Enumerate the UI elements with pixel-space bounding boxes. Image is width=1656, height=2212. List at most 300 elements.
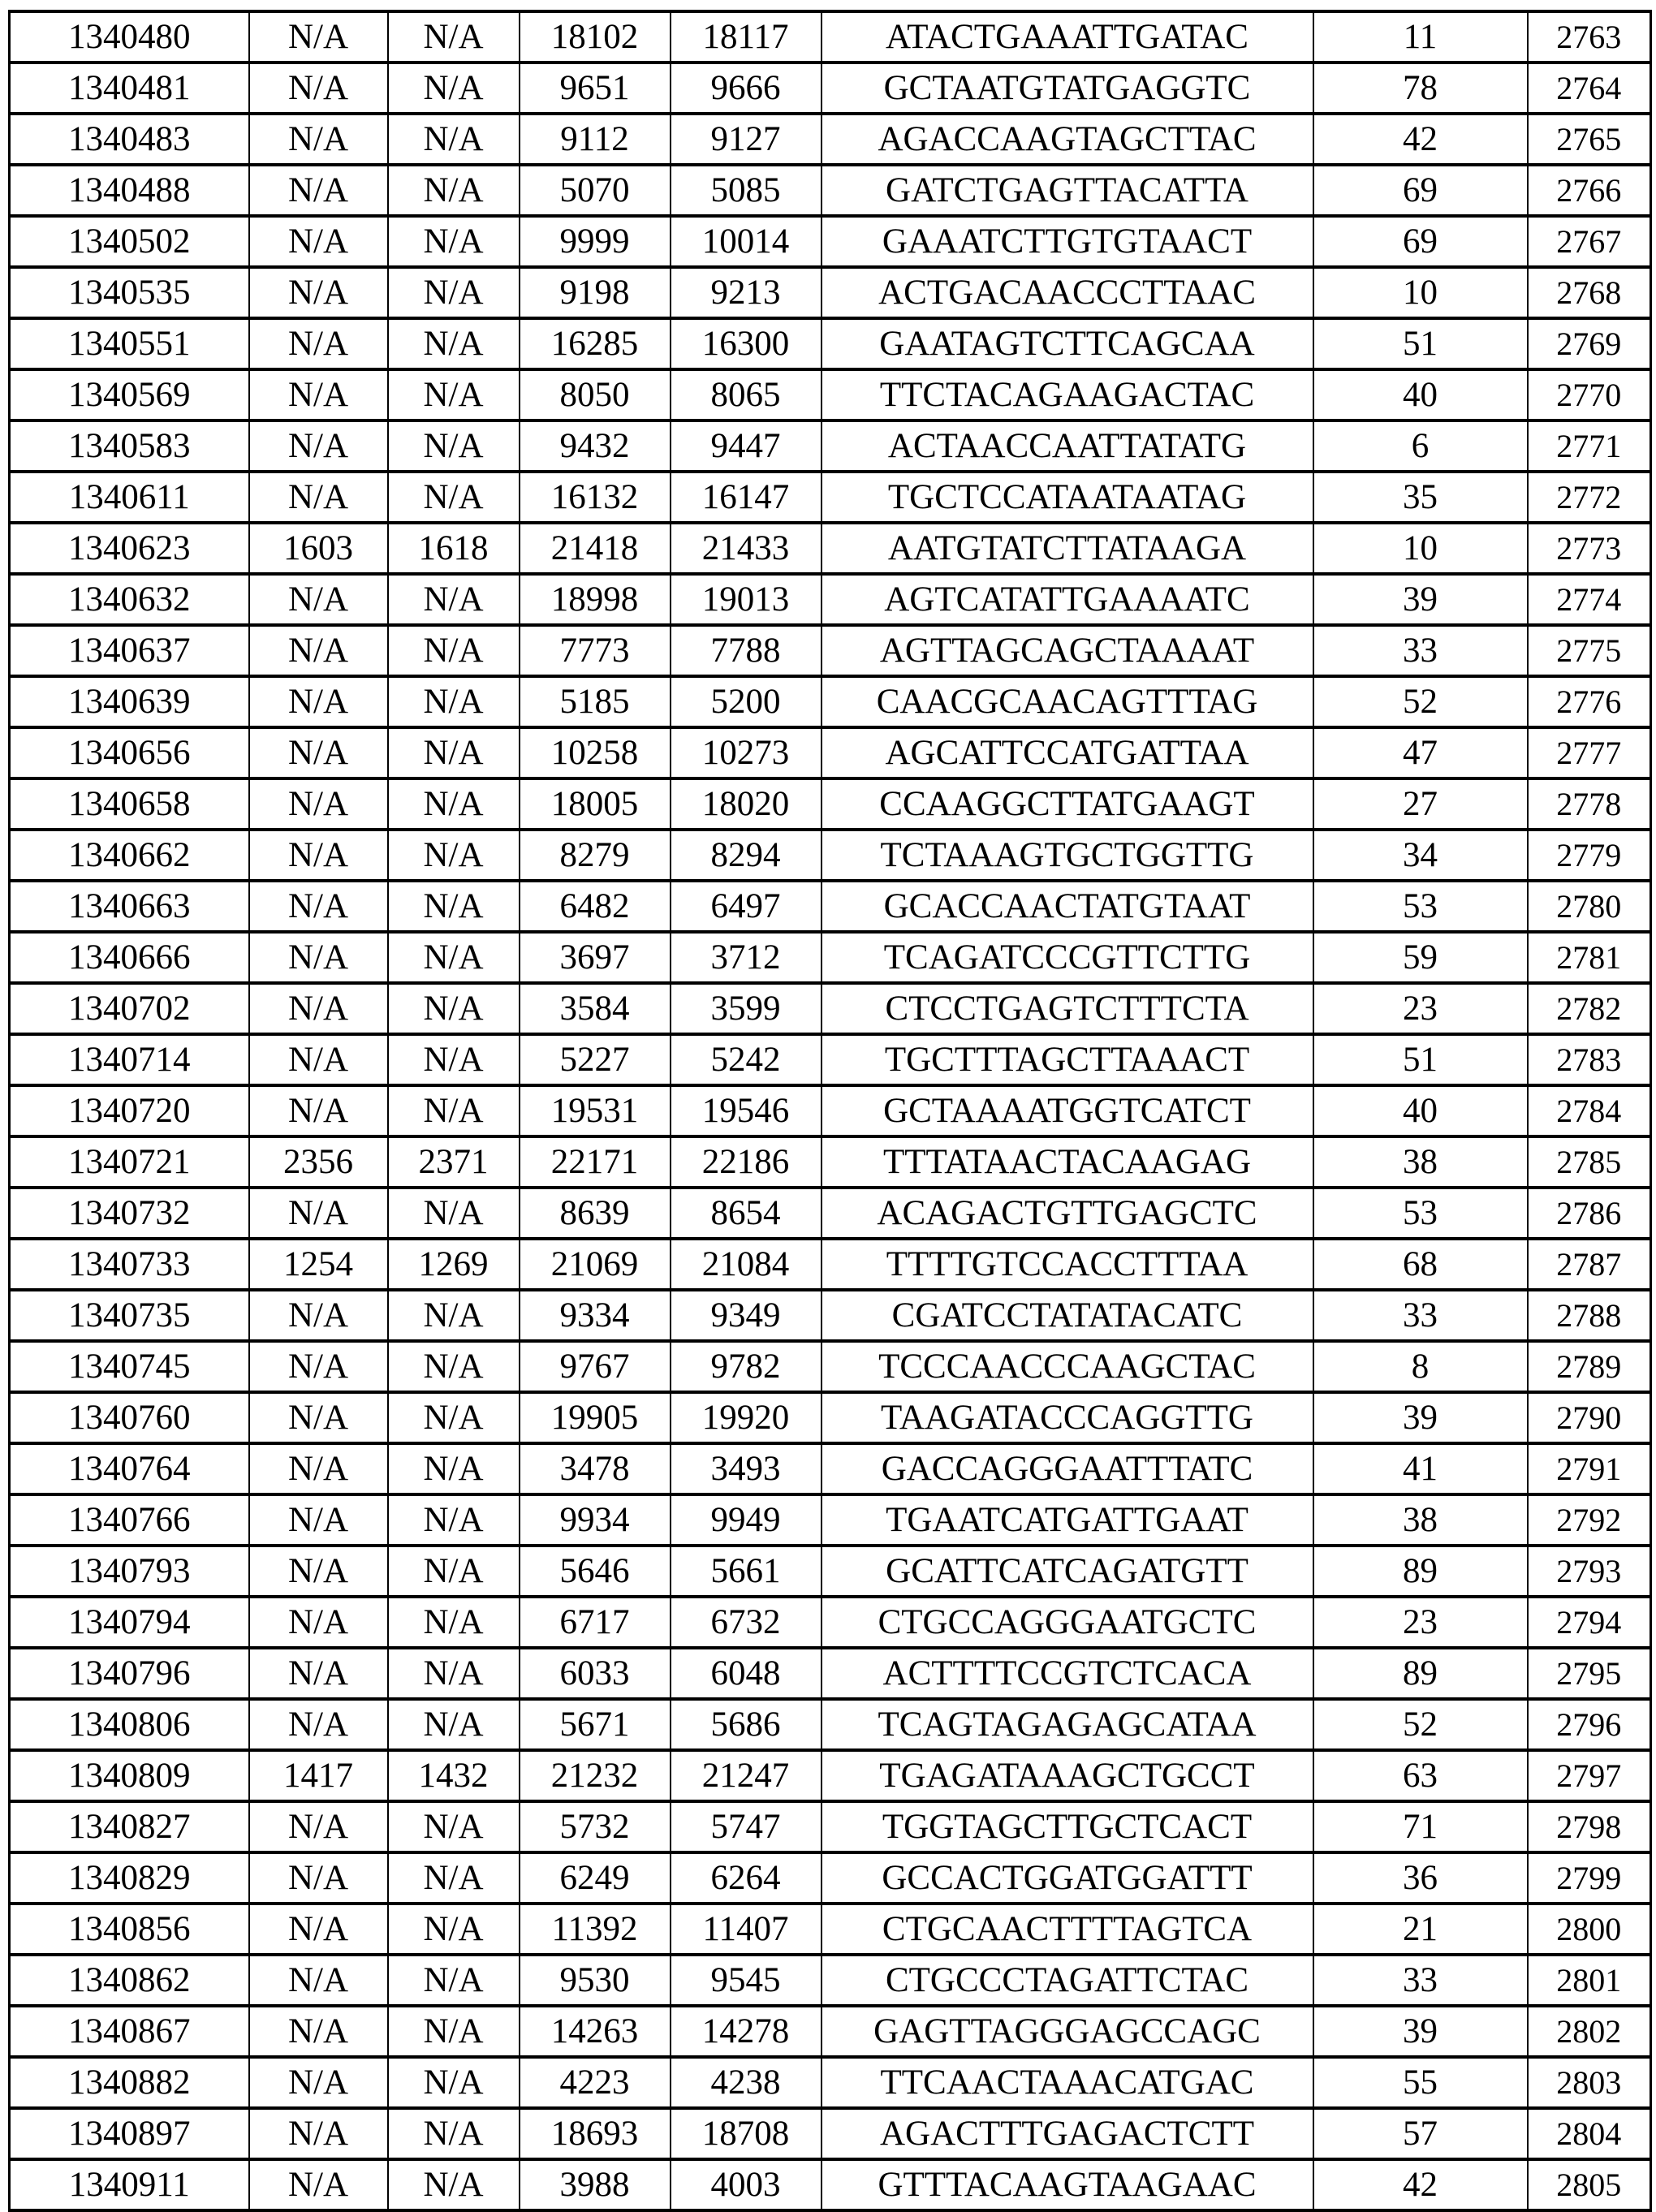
sequence-cell: CTGCAACTTTTAGTCA bbox=[822, 1904, 1313, 1955]
sequence-cell: GCTAAAATGGTCATCT bbox=[822, 1085, 1313, 1136]
start-site-1-cell: N/A bbox=[249, 830, 388, 881]
stop-site-2-cell: 4238 bbox=[671, 2057, 822, 2108]
stop-site-2-cell: 4003 bbox=[671, 2159, 822, 2210]
compound-id-cell: 1340488 bbox=[10, 165, 249, 216]
stop-site-2-cell: 5661 bbox=[671, 1546, 822, 1597]
start-site-1-cell: N/A bbox=[249, 1443, 388, 1494]
start-site-1-cell: N/A bbox=[249, 1494, 388, 1546]
stop-site-1-cell: 1432 bbox=[388, 1750, 520, 1801]
start-site-1-cell: N/A bbox=[249, 1648, 388, 1699]
sequence-cell: ACTGACAACCCTTAAC bbox=[822, 267, 1313, 318]
compound-id-cell: 1340882 bbox=[10, 2057, 249, 2108]
start-site-1-cell: N/A bbox=[249, 114, 388, 165]
sequence-cell: ATACTGAAATTGATAC bbox=[822, 11, 1313, 63]
sequence-cell: GCCACTGGATGGATTT bbox=[822, 1852, 1313, 1904]
stop-site-1-cell: N/A bbox=[388, 1034, 520, 1085]
value-cell: 53 bbox=[1313, 881, 1528, 932]
sequence-cell: TGAGATAAAGCTGCCT bbox=[822, 1750, 1313, 1801]
compound-id-cell: 1340793 bbox=[10, 1546, 249, 1597]
compound-id-cell: 1340897 bbox=[10, 2108, 249, 2159]
start-site-2-cell: 3988 bbox=[520, 2159, 671, 2210]
value-cell: 23 bbox=[1313, 983, 1528, 1034]
compound-id-cell: 1340551 bbox=[10, 318, 249, 369]
table-row bbox=[10, 625, 1651, 676]
seq-id-cell: 2771 bbox=[1528, 420, 1651, 472]
sequence-cell: CAACGCAACAGTTTAG bbox=[822, 676, 1313, 727]
seq-id-cell: 2801 bbox=[1528, 1955, 1651, 2006]
compound-id-cell: 1340720 bbox=[10, 1085, 249, 1136]
seq-id-cell: 2770 bbox=[1528, 369, 1651, 420]
start-site-2-cell: 9934 bbox=[520, 1494, 671, 1546]
seq-id-cell: 2766 bbox=[1528, 165, 1651, 216]
stop-site-1-cell: N/A bbox=[388, 2006, 520, 2057]
sequence-cell: GACCAGGGAATTTATC bbox=[822, 1443, 1313, 1494]
value-cell: 35 bbox=[1313, 472, 1528, 523]
sequence-cell: GCTAATGTATGAGGTC bbox=[822, 63, 1313, 114]
start-site-2-cell: 3584 bbox=[520, 983, 671, 1034]
seq-id-cell: 2778 bbox=[1528, 778, 1651, 830]
start-site-2-cell: 8279 bbox=[520, 830, 671, 881]
stop-site-2-cell: 6264 bbox=[671, 1852, 822, 1904]
start-site-1-cell: N/A bbox=[249, 676, 388, 727]
table-row bbox=[10, 2057, 1651, 2108]
sequence-cell: TAAGATACCCAGGTTG bbox=[822, 1392, 1313, 1443]
table-row bbox=[10, 1955, 1651, 2006]
value-cell: 53 bbox=[1313, 1188, 1528, 1239]
stop-site-2-cell: 5242 bbox=[671, 1034, 822, 1085]
value-cell: 89 bbox=[1313, 1546, 1528, 1597]
start-site-2-cell: 5070 bbox=[520, 165, 671, 216]
start-site-2-cell: 9530 bbox=[520, 1955, 671, 2006]
value-cell: 8 bbox=[1313, 1341, 1528, 1392]
stop-site-2-cell: 9545 bbox=[671, 1955, 822, 2006]
value-cell: 78 bbox=[1313, 63, 1528, 114]
stop-site-1-cell: N/A bbox=[388, 472, 520, 523]
stop-site-1-cell: N/A bbox=[388, 727, 520, 778]
start-site-1-cell: N/A bbox=[249, 267, 388, 318]
seq-id-cell: 2804 bbox=[1528, 2108, 1651, 2159]
seq-id-cell: 2772 bbox=[1528, 472, 1651, 523]
stop-site-1-cell: N/A bbox=[388, 1699, 520, 1750]
seq-id-cell: 2764 bbox=[1528, 63, 1651, 114]
start-site-1-cell: N/A bbox=[249, 778, 388, 830]
sequence-cell: GATCTGAGTTACATTA bbox=[822, 165, 1313, 216]
table-row bbox=[10, 1904, 1651, 1955]
start-site-1-cell: N/A bbox=[249, 2057, 388, 2108]
stop-site-2-cell: 9127 bbox=[671, 114, 822, 165]
start-site-2-cell: 7773 bbox=[520, 625, 671, 676]
stop-site-2-cell: 19546 bbox=[671, 1085, 822, 1136]
start-site-2-cell: 11392 bbox=[520, 1904, 671, 1955]
start-site-2-cell: 6717 bbox=[520, 1597, 671, 1648]
start-site-1-cell: N/A bbox=[249, 881, 388, 932]
stop-site-2-cell: 10273 bbox=[671, 727, 822, 778]
value-cell: 23 bbox=[1313, 1597, 1528, 1648]
start-site-2-cell: 9432 bbox=[520, 420, 671, 472]
compound-id-cell: 1340827 bbox=[10, 1801, 249, 1852]
start-site-2-cell: 16132 bbox=[520, 472, 671, 523]
value-cell: 59 bbox=[1313, 932, 1528, 983]
sequence-cell: CGATCCTATATACATC bbox=[822, 1290, 1313, 1341]
value-cell: 33 bbox=[1313, 1290, 1528, 1341]
stop-site-1-cell: N/A bbox=[388, 114, 520, 165]
compound-id-cell: 1340632 bbox=[10, 574, 249, 625]
compound-id-cell: 1340535 bbox=[10, 267, 249, 318]
stop-site-2-cell: 9949 bbox=[671, 1494, 822, 1546]
table-row bbox=[10, 472, 1651, 523]
compound-id-cell: 1340569 bbox=[10, 369, 249, 420]
compound-id-cell: 1340702 bbox=[10, 983, 249, 1034]
value-cell: 10 bbox=[1313, 267, 1528, 318]
compound-id-cell: 1340735 bbox=[10, 1290, 249, 1341]
value-cell: 33 bbox=[1313, 625, 1528, 676]
start-site-2-cell: 5185 bbox=[520, 676, 671, 727]
table-row bbox=[10, 1546, 1651, 1597]
table-row bbox=[10, 216, 1651, 267]
table-row bbox=[10, 2108, 1651, 2159]
sequence-cell: CCAAGGCTTATGAAGT bbox=[822, 778, 1313, 830]
sequence-cell: GCATTCATCAGATGTT bbox=[822, 1546, 1313, 1597]
stop-site-2-cell: 9666 bbox=[671, 63, 822, 114]
seq-id-cell: 2784 bbox=[1528, 1085, 1651, 1136]
start-site-1-cell: 2356 bbox=[249, 1136, 388, 1188]
stop-site-2-cell: 19013 bbox=[671, 574, 822, 625]
sequence-cell: GCACCAACTATGTAAT bbox=[822, 881, 1313, 932]
sequence-cell: ACTTTTCCGTCTCACA bbox=[822, 1648, 1313, 1699]
stop-site-1-cell: N/A bbox=[388, 1597, 520, 1648]
start-site-1-cell: N/A bbox=[249, 1597, 388, 1648]
start-site-1-cell: N/A bbox=[249, 2159, 388, 2210]
compound-id-cell: 1340911 bbox=[10, 2159, 249, 2210]
table-row bbox=[10, 574, 1651, 625]
table-row bbox=[10, 2159, 1651, 2210]
compound-id-cell: 1340656 bbox=[10, 727, 249, 778]
compound-id-cell: 1340611 bbox=[10, 472, 249, 523]
stop-site-2-cell: 11407 bbox=[671, 1904, 822, 1955]
seq-id-cell: 2774 bbox=[1528, 574, 1651, 625]
table-row bbox=[10, 1597, 1651, 1648]
start-site-2-cell: 21069 bbox=[520, 1239, 671, 1290]
stop-site-1-cell: N/A bbox=[388, 932, 520, 983]
stop-site-2-cell: 9349 bbox=[671, 1290, 822, 1341]
value-cell: 68 bbox=[1313, 1239, 1528, 1290]
value-cell: 21 bbox=[1313, 1904, 1528, 1955]
sequence-cell: TGCTCCATAATAATAG bbox=[822, 472, 1313, 523]
compound-id-cell: 1340666 bbox=[10, 932, 249, 983]
stop-site-1-cell: 2371 bbox=[388, 1136, 520, 1188]
start-site-2-cell: 4223 bbox=[520, 2057, 671, 2108]
value-cell: 55 bbox=[1313, 2057, 1528, 2108]
table-row bbox=[10, 1188, 1651, 1239]
start-site-1-cell: N/A bbox=[249, 625, 388, 676]
start-site-1-cell: N/A bbox=[249, 1290, 388, 1341]
stop-site-2-cell: 5200 bbox=[671, 676, 822, 727]
stop-site-2-cell: 21433 bbox=[671, 523, 822, 574]
value-cell: 51 bbox=[1313, 1034, 1528, 1085]
stop-site-1-cell: N/A bbox=[388, 369, 520, 420]
sequence-cell: GAAATCTTGTGTAACT bbox=[822, 216, 1313, 267]
stop-site-1-cell: N/A bbox=[388, 1955, 520, 2006]
seq-id-cell: 2786 bbox=[1528, 1188, 1651, 1239]
compound-id-cell: 1340794 bbox=[10, 1597, 249, 1648]
seq-id-cell: 2765 bbox=[1528, 114, 1651, 165]
compound-id-cell: 1340623 bbox=[10, 523, 249, 574]
compound-id-cell: 1340583 bbox=[10, 420, 249, 472]
value-cell: 51 bbox=[1313, 318, 1528, 369]
stop-site-1-cell: N/A bbox=[388, 2057, 520, 2108]
stop-site-1-cell: N/A bbox=[388, 881, 520, 932]
stop-site-1-cell: N/A bbox=[388, 625, 520, 676]
stop-site-1-cell: N/A bbox=[388, 63, 520, 114]
start-site-1-cell: N/A bbox=[249, 165, 388, 216]
sequence-cell: AATGTATCTTATAAGA bbox=[822, 523, 1313, 574]
sequence-cell: ACTAACCAATTATATG bbox=[822, 420, 1313, 472]
seq-id-cell: 2787 bbox=[1528, 1239, 1651, 1290]
stop-site-2-cell: 18708 bbox=[671, 2108, 822, 2159]
value-cell: 71 bbox=[1313, 1801, 1528, 1852]
stop-site-2-cell: 16147 bbox=[671, 472, 822, 523]
stop-site-1-cell: N/A bbox=[388, 216, 520, 267]
compound-id-cell: 1340806 bbox=[10, 1699, 249, 1750]
start-site-2-cell: 9112 bbox=[520, 114, 671, 165]
start-site-2-cell: 6482 bbox=[520, 881, 671, 932]
start-site-2-cell: 6249 bbox=[520, 1852, 671, 1904]
sequence-cell: CTGCCCTAGATTCTAC bbox=[822, 1955, 1313, 2006]
table-body bbox=[10, 11, 1651, 2210]
stop-site-1-cell: N/A bbox=[388, 318, 520, 369]
compound-id-cell: 1340663 bbox=[10, 881, 249, 932]
stop-site-2-cell: 18117 bbox=[671, 11, 822, 63]
seq-id-cell: 2776 bbox=[1528, 676, 1651, 727]
stop-site-2-cell: 8065 bbox=[671, 369, 822, 420]
start-site-2-cell: 18102 bbox=[520, 11, 671, 63]
compound-id-cell: 1340760 bbox=[10, 1392, 249, 1443]
seq-id-cell: 2796 bbox=[1528, 1699, 1651, 1750]
sequence-cell: GTTTACAAGTAAGAAC bbox=[822, 2159, 1313, 2210]
sequence-cell: TTCAACTAAACATGAC bbox=[822, 2057, 1313, 2108]
stop-site-1-cell: N/A bbox=[388, 1085, 520, 1136]
stop-site-1-cell: N/A bbox=[388, 1443, 520, 1494]
start-site-2-cell: 5732 bbox=[520, 1801, 671, 1852]
start-site-2-cell: 21418 bbox=[520, 523, 671, 574]
stop-site-2-cell: 8654 bbox=[671, 1188, 822, 1239]
stop-site-1-cell: N/A bbox=[388, 983, 520, 1034]
stop-site-1-cell: N/A bbox=[388, 2159, 520, 2210]
stop-site-1-cell: N/A bbox=[388, 1546, 520, 1597]
compound-id-cell: 1340721 bbox=[10, 1136, 249, 1188]
seq-id-cell: 2793 bbox=[1528, 1546, 1651, 1597]
value-cell: 57 bbox=[1313, 2108, 1528, 2159]
stop-site-2-cell: 3599 bbox=[671, 983, 822, 1034]
stop-site-2-cell: 22186 bbox=[671, 1136, 822, 1188]
stop-site-2-cell: 3493 bbox=[671, 1443, 822, 1494]
compound-id-cell: 1340829 bbox=[10, 1852, 249, 1904]
sequence-cell: CTGCCAGGGAATGCTC bbox=[822, 1597, 1313, 1648]
compound-id-cell: 1340796 bbox=[10, 1648, 249, 1699]
seq-id-cell: 2794 bbox=[1528, 1597, 1651, 1648]
value-cell: 36 bbox=[1313, 1852, 1528, 1904]
seq-id-cell: 2795 bbox=[1528, 1648, 1651, 1699]
start-site-2-cell: 6033 bbox=[520, 1648, 671, 1699]
seq-id-cell: 2790 bbox=[1528, 1392, 1651, 1443]
compound-id-cell: 1340809 bbox=[10, 1750, 249, 1801]
sequence-data-table bbox=[8, 10, 1652, 2212]
value-cell: 40 bbox=[1313, 369, 1528, 420]
sequence-cell: AGTTAGCAGCTAAAAT bbox=[822, 625, 1313, 676]
start-site-2-cell: 16285 bbox=[520, 318, 671, 369]
value-cell: 6 bbox=[1313, 420, 1528, 472]
table-row bbox=[10, 267, 1651, 318]
start-site-1-cell: N/A bbox=[249, 1392, 388, 1443]
stop-site-1-cell: N/A bbox=[388, 778, 520, 830]
start-site-2-cell: 5671 bbox=[520, 1699, 671, 1750]
stop-site-1-cell: N/A bbox=[388, 165, 520, 216]
table-row bbox=[10, 523, 1651, 574]
stop-site-1-cell: 1618 bbox=[388, 523, 520, 574]
seq-id-cell: 2780 bbox=[1528, 881, 1651, 932]
seq-id-cell: 2791 bbox=[1528, 1443, 1651, 1494]
table-row bbox=[10, 318, 1651, 369]
stop-site-1-cell: N/A bbox=[388, 2108, 520, 2159]
start-site-2-cell: 5227 bbox=[520, 1034, 671, 1085]
table-row bbox=[10, 420, 1651, 472]
seq-id-cell: 2768 bbox=[1528, 267, 1651, 318]
start-site-1-cell: N/A bbox=[249, 1852, 388, 1904]
compound-id-cell: 1340862 bbox=[10, 1955, 249, 2006]
table-row bbox=[10, 778, 1651, 830]
stop-site-1-cell: 1269 bbox=[388, 1239, 520, 1290]
stop-site-2-cell: 6497 bbox=[671, 881, 822, 932]
table-row bbox=[10, 1085, 1651, 1136]
value-cell: 38 bbox=[1313, 1494, 1528, 1546]
table-row bbox=[10, 1699, 1651, 1750]
value-cell: 42 bbox=[1313, 114, 1528, 165]
start-site-1-cell: N/A bbox=[249, 369, 388, 420]
start-site-2-cell: 3478 bbox=[520, 1443, 671, 1494]
start-site-2-cell: 21232 bbox=[520, 1750, 671, 1801]
compound-id-cell: 1340856 bbox=[10, 1904, 249, 1955]
start-site-1-cell: N/A bbox=[249, 1801, 388, 1852]
stop-site-1-cell: N/A bbox=[388, 1648, 520, 1699]
stop-site-2-cell: 5085 bbox=[671, 165, 822, 216]
table-row bbox=[10, 881, 1651, 932]
compound-id-cell: 1340867 bbox=[10, 2006, 249, 2057]
compound-id-cell: 1340745 bbox=[10, 1341, 249, 1392]
sequence-cell: TCAGATCCCGTTCTTG bbox=[822, 932, 1313, 983]
start-site-2-cell: 8050 bbox=[520, 369, 671, 420]
start-site-2-cell: 9198 bbox=[520, 267, 671, 318]
stop-site-2-cell: 16300 bbox=[671, 318, 822, 369]
sequence-cell: ACAGACTGTTGAGCTC bbox=[822, 1188, 1313, 1239]
start-site-2-cell: 22171 bbox=[520, 1136, 671, 1188]
seq-id-cell: 2789 bbox=[1528, 1341, 1651, 1392]
seq-id-cell: 2781 bbox=[1528, 932, 1651, 983]
seq-id-cell: 2769 bbox=[1528, 318, 1651, 369]
start-site-2-cell: 18693 bbox=[520, 2108, 671, 2159]
start-site-1-cell: N/A bbox=[249, 932, 388, 983]
seq-id-cell: 2805 bbox=[1528, 2159, 1651, 2210]
seq-id-cell: 2767 bbox=[1528, 216, 1651, 267]
seq-id-cell: 2798 bbox=[1528, 1801, 1651, 1852]
start-site-1-cell: N/A bbox=[249, 216, 388, 267]
compound-id-cell: 1340637 bbox=[10, 625, 249, 676]
start-site-1-cell: N/A bbox=[249, 574, 388, 625]
sequence-cell: AGACCAAGTAGCTTAC bbox=[822, 114, 1313, 165]
sequence-cell: AGACTTTGAGACTCTT bbox=[822, 2108, 1313, 2159]
table-row bbox=[10, 1341, 1651, 1392]
table-row bbox=[10, 2006, 1651, 2057]
sequence-cell: GAATAGTCTTCAGCAA bbox=[822, 318, 1313, 369]
start-site-2-cell: 18005 bbox=[520, 778, 671, 830]
sequence-cell: TTTTGTCCACCTTTAA bbox=[822, 1239, 1313, 1290]
stop-site-1-cell: N/A bbox=[388, 1188, 520, 1239]
start-site-1-cell: N/A bbox=[249, 318, 388, 369]
stop-site-2-cell: 6732 bbox=[671, 1597, 822, 1648]
start-site-1-cell: N/A bbox=[249, 1546, 388, 1597]
sequence-cell: TCCCAACCCAAGCTAC bbox=[822, 1341, 1313, 1392]
compound-id-cell: 1340483 bbox=[10, 114, 249, 165]
sequence-cell: TCAGTAGAGAGCATAA bbox=[822, 1699, 1313, 1750]
seq-id-cell: 2775 bbox=[1528, 625, 1651, 676]
stop-site-1-cell: N/A bbox=[388, 1494, 520, 1546]
start-site-2-cell: 3697 bbox=[520, 932, 671, 983]
table-row bbox=[10, 1392, 1651, 1443]
table-row bbox=[10, 1290, 1651, 1341]
stop-site-1-cell: N/A bbox=[388, 574, 520, 625]
start-site-1-cell: N/A bbox=[249, 2006, 388, 2057]
start-site-1-cell: N/A bbox=[249, 11, 388, 63]
compound-id-cell: 1340766 bbox=[10, 1494, 249, 1546]
seq-id-cell: 2792 bbox=[1528, 1494, 1651, 1546]
table-row bbox=[10, 1494, 1651, 1546]
value-cell: 40 bbox=[1313, 1085, 1528, 1136]
table-row bbox=[10, 830, 1651, 881]
value-cell: 69 bbox=[1313, 165, 1528, 216]
table-row bbox=[10, 983, 1651, 1034]
start-site-1-cell: N/A bbox=[249, 2108, 388, 2159]
start-site-1-cell: N/A bbox=[249, 1085, 388, 1136]
value-cell: 63 bbox=[1313, 1750, 1528, 1801]
stop-site-2-cell: 9213 bbox=[671, 267, 822, 318]
start-site-1-cell: N/A bbox=[249, 1188, 388, 1239]
sequence-cell: TGAATCATGATTGAAT bbox=[822, 1494, 1313, 1546]
stop-site-1-cell: N/A bbox=[388, 1290, 520, 1341]
start-site-2-cell: 10258 bbox=[520, 727, 671, 778]
table-row bbox=[10, 1239, 1651, 1290]
start-site-1-cell: N/A bbox=[249, 1699, 388, 1750]
value-cell: 10 bbox=[1313, 523, 1528, 574]
stop-site-1-cell: N/A bbox=[388, 1392, 520, 1443]
sequence-cell: AGTCATATTGAAAATC bbox=[822, 574, 1313, 625]
seq-id-cell: 2779 bbox=[1528, 830, 1651, 881]
table-row bbox=[10, 727, 1651, 778]
compound-id-cell: 1340658 bbox=[10, 778, 249, 830]
start-site-1-cell: N/A bbox=[249, 727, 388, 778]
value-cell: 47 bbox=[1313, 727, 1528, 778]
start-site-1-cell: N/A bbox=[249, 983, 388, 1034]
sequence-cell: TCTAAAGTGCTGGTTG bbox=[822, 830, 1313, 881]
sequence-cell: TTCTACAGAAGACTAC bbox=[822, 369, 1313, 420]
sequence-cell: TGGTAGCTTGCTCACT bbox=[822, 1801, 1313, 1852]
table-row bbox=[10, 1136, 1651, 1188]
start-site-2-cell: 19905 bbox=[520, 1392, 671, 1443]
value-cell: 52 bbox=[1313, 676, 1528, 727]
start-site-2-cell: 9334 bbox=[520, 1290, 671, 1341]
seq-id-cell: 2785 bbox=[1528, 1136, 1651, 1188]
table-row bbox=[10, 114, 1651, 165]
stop-site-1-cell: N/A bbox=[388, 1904, 520, 1955]
start-site-1-cell: N/A bbox=[249, 1341, 388, 1392]
